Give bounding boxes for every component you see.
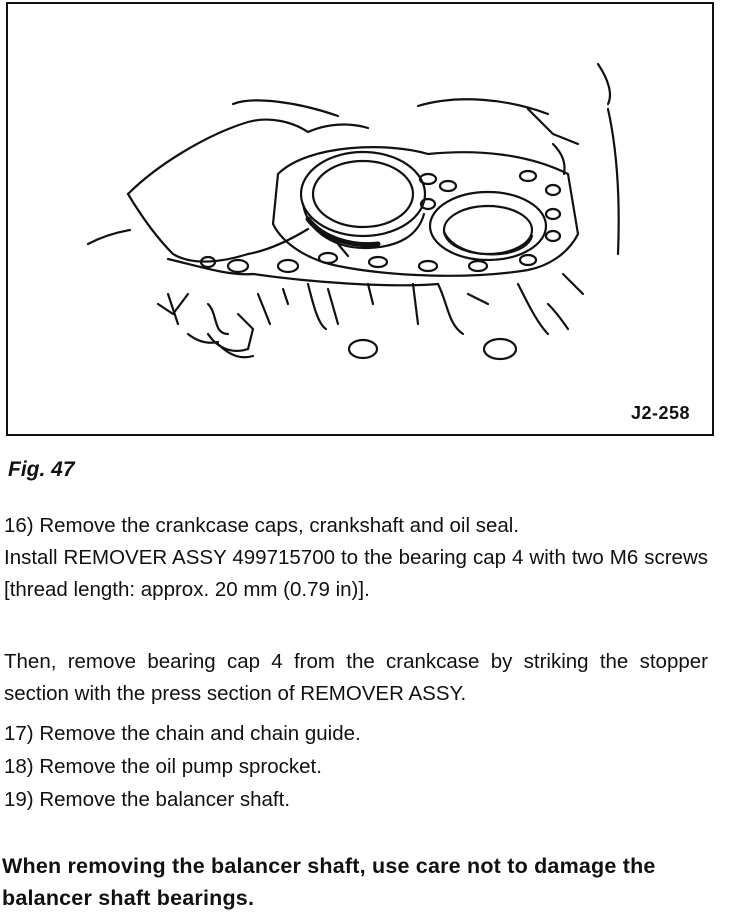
step-17: 17) Remove the chain and chain guide.	[4, 722, 361, 745]
figure-code: J2-258	[630, 403, 690, 423]
bolt-hole	[349, 340, 377, 358]
caution-note: When removing the balancer shaft, use care not to damage the balancer shaft bearings.	[2, 854, 656, 910]
step-18: 18) Remove the oil pump sprocket.	[4, 755, 322, 778]
figure-frame	[6, 2, 714, 436]
step-19: 19) Remove the balancer shaft.	[4, 788, 291, 811]
piston-top	[301, 152, 425, 236]
install-instruction: Install REMOVER ASSY 499715700 to the bearing cap 4 with two M6 screws [thread length: approx. 20 mm (0.79 in)].	[4, 546, 708, 601]
remove-bearing-cap-instruction: Then, remove bearing cap 4 from the crankcase by striking the stopper section with the press section of REMOVER ASSY.	[4, 650, 708, 705]
cylinder-bore	[430, 192, 546, 260]
engine-illustration	[8, 4, 712, 434]
step-16: 16) Remove the crankcase caps, crankshaft and oil seal.	[4, 514, 520, 537]
figure-caption: Fig. 47	[8, 458, 75, 481]
